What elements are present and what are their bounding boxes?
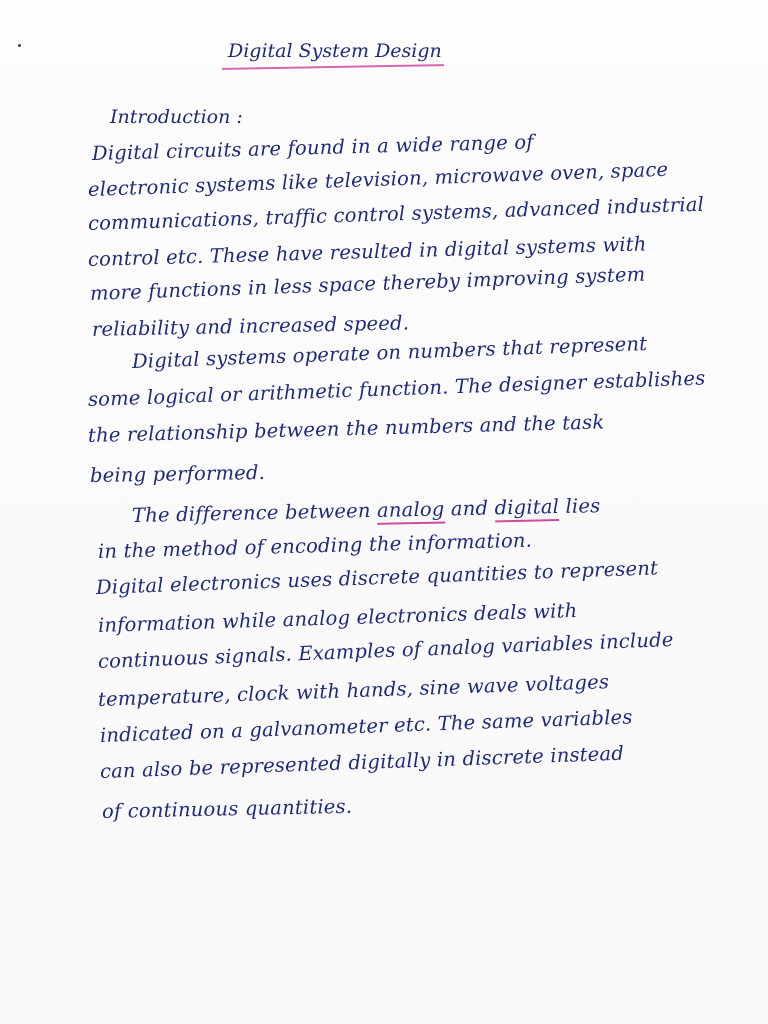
- paragraph-3-line: Digital electronics uses discrete quantities to represent: [95, 556, 659, 599]
- paragraph-3-line: [132, 494, 601, 527]
- title-underline: [222, 64, 444, 70]
- paragraph-3-line: indicated on a galvanometer etc. The same variables: [99, 705, 633, 747]
- paragraph-3-line: information while analog electronics deals with: [97, 598, 578, 637]
- paragraph-1-line: more functions in less space thereby improving system: [89, 262, 646, 305]
- paragraph-3-line: in the method of encoding the information.: [97, 528, 533, 563]
- paragraph-3-text: and: [444, 496, 495, 521]
- paragraph-3-line: temperature, clock with hands, sine wave voltages: [97, 670, 610, 711]
- paragraph-2-line: being performed.: [89, 460, 266, 487]
- paragraph-1-line: reliability and increased speed.: [91, 311, 410, 341]
- paragraph-3-text: The difference between: [131, 498, 378, 527]
- paragraph-1-line: control etc. These have resulted in digital systems with: [87, 232, 647, 271]
- section-heading: Introduction :: [110, 106, 243, 128]
- paragraph-1-line: communications, traffic control systems, advanced industrial: [87, 192, 705, 235]
- underlined-word-digital: digital: [494, 495, 559, 522]
- paragraph-2-line: Digital systems operate on numbers that represent: [131, 332, 648, 373]
- underlined-word-analog: analog: [377, 497, 445, 524]
- paragraph-3-line: can also be represented digitally in discrete instead: [99, 741, 625, 783]
- page-speck: [18, 44, 21, 47]
- page-title: Digital System Design: [228, 40, 442, 62]
- paragraph-3-line: continuous signals. Examples of analog variables include: [97, 627, 674, 673]
- paragraph-3-line: of continuous quantities.: [101, 794, 353, 823]
- paragraph-3-text: lies: [558, 494, 601, 519]
- paragraph-1-line: electronic systems like television, microwave oven, space: [87, 157, 669, 201]
- paragraph-2-line: the relationship between the numbers and the task: [87, 410, 605, 447]
- paragraph-1-line: Digital circuits are found in a wide range of: [91, 130, 534, 165]
- paragraph-2-line: some logical or arithmetic function. The designer establishes: [87, 366, 706, 411]
